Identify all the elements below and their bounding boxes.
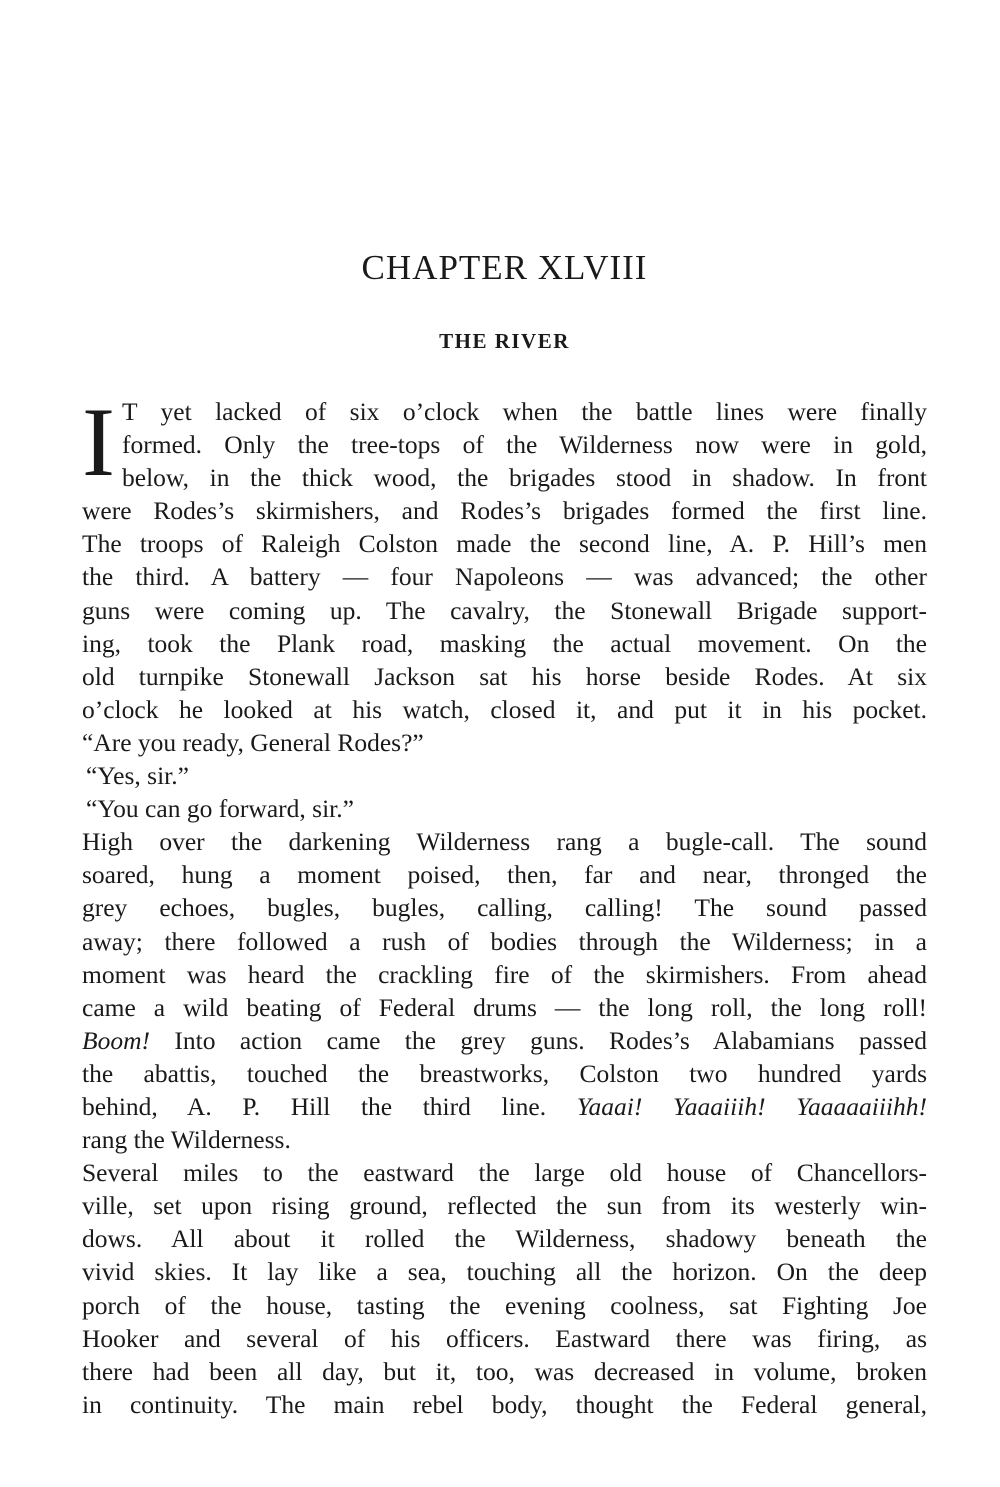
text-line: there had been all day, but it, too, was decreased in volume, broken bbox=[82, 1356, 927, 1386]
text-line: below, in the thick wood, the brigades stood in shadow. In front bbox=[122, 463, 927, 493]
chapter-subtitle: THE RIVER bbox=[439, 329, 570, 353]
text-line: High over the darkening Wilderness rang a bugle-call. The sound bbox=[82, 827, 927, 857]
text-line: were Rodes’s skirmishers, and Rodes’s brigades formed the first line. bbox=[82, 496, 927, 526]
body-text bbox=[82, 388, 927, 1421]
text-line: ville, set upon rising ground, reflected the sun from its westerly win- bbox=[82, 1191, 927, 1221]
text-fragment: Into action came the grey guns. Rodes’s Alabamians passed bbox=[149, 1025, 927, 1055]
paragraph-3 bbox=[82, 1156, 927, 1421]
book-page bbox=[82, 0, 927, 1487]
chapter-title: CHAPTER XLVIII bbox=[361, 248, 648, 287]
text-line: “Yes, sir.” bbox=[86, 761, 189, 791]
text-line: vivid skies. It lay like a sea, touching all the horizon. On the deep bbox=[82, 1257, 927, 1287]
boom-italic: Boom! bbox=[82, 1025, 150, 1055]
text-line: T yet lacked of six o’clock when the battle lines were finally bbox=[122, 397, 927, 426]
paragraph-2 bbox=[82, 825, 927, 1156]
text-line: Several miles to the eastward the large old house of Chancellors- bbox=[82, 1158, 927, 1188]
text-line: “You can go forward, sir.” bbox=[86, 794, 354, 824]
dialogue-line bbox=[82, 792, 927, 825]
text-line: The troops of Raleigh Colston made the second line, A. P. Hill’s men bbox=[82, 529, 927, 559]
drop-cap-letter: I bbox=[82, 388, 115, 497]
text-line: came a wild beating of Federal drums — the long roll, the long roll! bbox=[82, 992, 927, 1022]
text-line: Hooker and several of his officers. Eastward there was firing, as bbox=[82, 1323, 927, 1353]
text-line: old turnpike Stonewall Jackson sat his horse beside Rodes. At six bbox=[82, 661, 927, 691]
text-line: porch of the house, tasting the evening coolness, sat Fighting Joe bbox=[82, 1290, 927, 1320]
text-line bbox=[82, 1024, 927, 1057]
text-line: the third. A battery — four Napoleons — was advanced; the other bbox=[82, 562, 927, 592]
text-line: formed. Only the tree-tops of the Wilderness now were in gold, bbox=[122, 430, 927, 460]
text-line: in continuity. The main rebel body, thought the Federal general, bbox=[82, 1389, 927, 1419]
text-line: soared, hung a moment poised, then, far and near, thronged the bbox=[82, 860, 927, 890]
dialogue-line bbox=[82, 759, 927, 792]
text-line: the abattis, touched the breastworks, Colston two hundred yards bbox=[82, 1058, 927, 1088]
text-line: dows. All about it rolled the Wilderness, shadowy beneath the bbox=[82, 1224, 927, 1254]
text-line: o’clock he looked at his watch, closed it, and put it in his pocket. bbox=[82, 694, 927, 724]
text-line bbox=[82, 1090, 927, 1123]
text-line: “Are you ready, General Rodes?” bbox=[82, 727, 424, 757]
paragraph-1 bbox=[82, 388, 927, 759]
text-line: ing, took the Plank road, masking the actual movement. On the bbox=[82, 628, 927, 658]
text-line: guns were coming up. The cavalry, the Stonewall Brigade support- bbox=[82, 595, 927, 625]
text-line: grey echoes, bugles, bugles, calling, calling! The sound passed bbox=[82, 893, 927, 923]
text-fragment: behind, A. P. Hill the third line. bbox=[82, 1091, 577, 1121]
text-line: rang the Wilderness. bbox=[82, 1125, 291, 1155]
text-line: moment was heard the crackling fire of the skirmishers. From ahead bbox=[82, 959, 927, 989]
rebel-yell-italic: Yaaai! Yaaaiiih! Yaaaaaiiihh! bbox=[576, 1091, 927, 1121]
text-line: away; there followed a rush of bodies through the Wilderness; in a bbox=[82, 926, 927, 956]
